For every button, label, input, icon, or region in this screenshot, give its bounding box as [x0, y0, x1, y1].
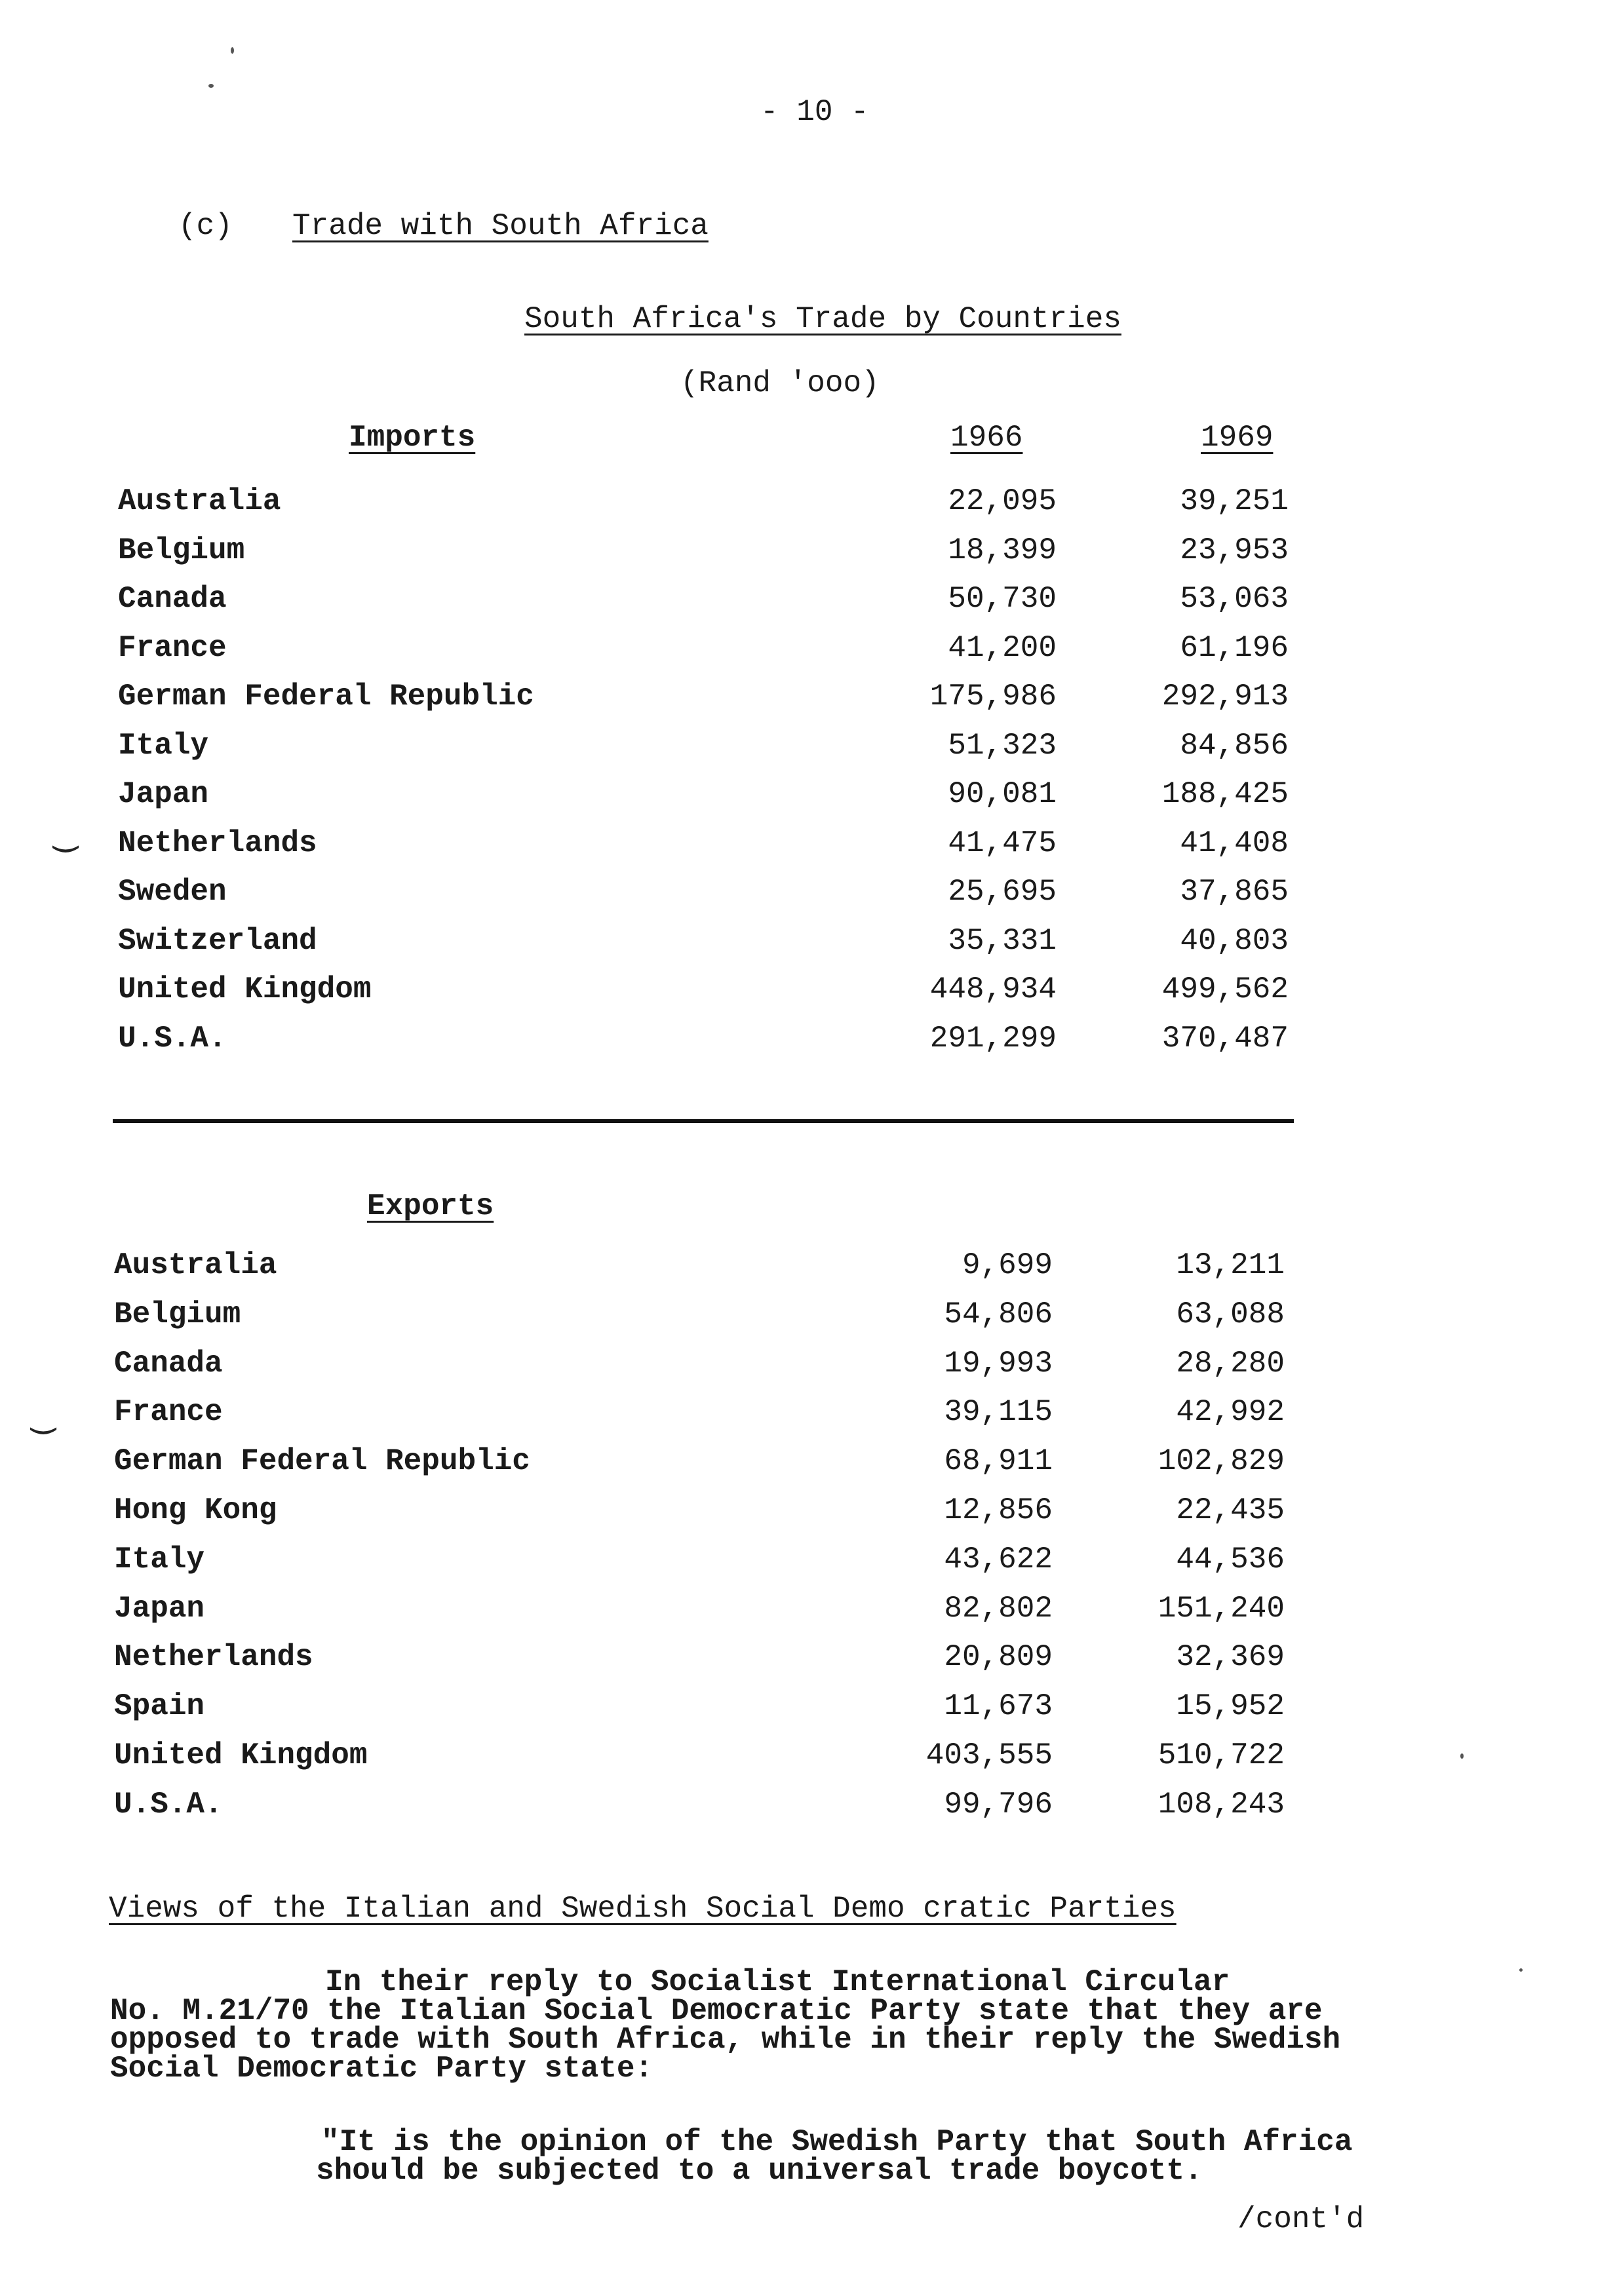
country-name: German Federal Republic — [114, 1444, 530, 1479]
value-1966: 291,299 — [929, 1021, 1057, 1056]
value-1966: 11,673 — [944, 1689, 1053, 1724]
value-1969: 84,856 — [1180, 728, 1289, 763]
scan-speck — [1519, 1968, 1523, 1972]
year-1966-header: 1966 — [950, 421, 1023, 455]
views-heading: Views of the Italian and Swedish Social Demo cratic Parties — [109, 1892, 1177, 1926]
imports-label: Imports — [349, 421, 476, 455]
margin-tick-mark: ‿ — [31, 1393, 56, 1438]
section-heading: Trade with South Africa — [292, 209, 709, 243]
country-name: Italy — [118, 728, 209, 763]
value-1966: 54,806 — [944, 1297, 1053, 1331]
country-name: United Kingdom — [114, 1738, 368, 1772]
country-name: Australia — [118, 484, 281, 518]
value-1969: 40,803 — [1180, 923, 1289, 958]
value-1969: 44,536 — [1176, 1542, 1285, 1577]
value-1969: 28,280 — [1176, 1346, 1285, 1381]
value-1966: 18,399 — [948, 533, 1057, 567]
country-name: Japan — [114, 1591, 205, 1626]
value-1969: 499,562 — [1161, 972, 1289, 1006]
table-unit: (Rand 'ooo) — [680, 366, 880, 400]
exports-label: Exports — [367, 1189, 494, 1223]
value-1969: 53,063 — [1180, 582, 1289, 616]
quote-line: "It is the opinion of the Swedish Party that South Africa — [321, 2125, 1353, 2159]
scan-speck — [231, 47, 234, 54]
country-name: Canada — [118, 582, 227, 616]
value-1966: 448,934 — [929, 972, 1057, 1006]
country-name: Belgium — [118, 533, 245, 567]
value-1966: 22,095 — [948, 484, 1057, 518]
country-name: Netherlands — [118, 826, 317, 860]
value-1966: 82,802 — [944, 1591, 1053, 1626]
country-name: Switzerland — [118, 923, 317, 958]
country-name: Netherlands — [114, 1640, 313, 1675]
section-marker: (c) — [178, 209, 233, 243]
country-name: Canada — [114, 1346, 223, 1381]
page-number: - 10 - — [760, 95, 869, 129]
value-1966: 35,331 — [948, 923, 1057, 958]
value-1966: 99,796 — [944, 1787, 1053, 1822]
scan-speck — [208, 84, 214, 88]
value-1969: 15,952 — [1176, 1689, 1285, 1724]
value-1966: 51,323 — [948, 728, 1057, 763]
table-divider — [113, 1119, 1294, 1123]
country-name: Australia — [114, 1248, 277, 1282]
value-1969: 32,369 — [1176, 1640, 1285, 1675]
value-1969: 41,408 — [1180, 826, 1289, 860]
value-1969: 102,829 — [1158, 1444, 1285, 1479]
table-title: South Africa's Trade by Countries — [524, 302, 1121, 336]
value-1969: 370,487 — [1161, 1021, 1289, 1056]
value-1966: 20,809 — [944, 1640, 1053, 1675]
value-1969: 63,088 — [1176, 1297, 1285, 1331]
value-1966: 25,695 — [948, 875, 1057, 909]
value-1969: 108,243 — [1158, 1787, 1285, 1822]
margin-tick-mark: ‿ — [54, 811, 78, 856]
value-1966: 68,911 — [944, 1444, 1053, 1479]
value-1969: 39,251 — [1180, 484, 1289, 518]
value-1969: 61,196 — [1180, 630, 1289, 665]
views-paragraph-line: Social Democratic Party state: — [110, 2052, 653, 2086]
value-1966: 175,986 — [929, 679, 1057, 714]
quote-line: should be subjected to a universal trade boycott. — [316, 2154, 1203, 2188]
value-1966: 41,475 — [948, 826, 1057, 860]
value-1966: 43,622 — [944, 1542, 1053, 1577]
year-1969-header: 1969 — [1201, 421, 1274, 455]
value-1966: 90,081 — [948, 777, 1057, 811]
value-1969: 42,992 — [1176, 1395, 1285, 1430]
country-name: Spain — [114, 1689, 205, 1724]
country-name: Hong Kong — [114, 1493, 277, 1527]
country-name: German Federal Republic — [118, 679, 534, 714]
value-1969: 510,722 — [1158, 1738, 1285, 1772]
value-1969: 188,425 — [1161, 777, 1289, 811]
value-1966: 41,200 — [948, 630, 1057, 665]
country-name: Sweden — [118, 875, 227, 909]
country-name: United Kingdom — [118, 972, 372, 1006]
country-name: France — [118, 630, 227, 665]
views-paragraph-line: In their reply to Socialist International Circular — [325, 1965, 1230, 1999]
country-name: France — [114, 1395, 223, 1430]
continued-marker: /cont'd — [1237, 2202, 1365, 2236]
country-name: U.S.A. — [114, 1787, 223, 1822]
value-1969: 23,953 — [1180, 533, 1289, 567]
scan-speck — [1460, 1753, 1464, 1759]
value-1966: 403,555 — [925, 1738, 1053, 1772]
value-1969: 37,865 — [1180, 875, 1289, 909]
country-name: Japan — [118, 777, 209, 811]
value-1969: 151,240 — [1158, 1591, 1285, 1626]
country-name: Belgium — [114, 1297, 241, 1331]
value-1969: 292,913 — [1161, 679, 1289, 714]
value-1966: 39,115 — [944, 1395, 1053, 1430]
value-1966: 9,699 — [962, 1248, 1053, 1282]
value-1969: 13,211 — [1176, 1248, 1285, 1282]
value-1969: 22,435 — [1176, 1493, 1285, 1527]
value-1966: 19,993 — [944, 1346, 1053, 1381]
country-name: Italy — [114, 1542, 205, 1577]
views-paragraph-line: No. M.21/70 the Italian Social Democratic Party state that they are — [110, 1994, 1323, 2028]
country-name: U.S.A. — [118, 1021, 227, 1056]
views-paragraph-line: opposed to trade with South Africa, while in their reply the Swedish — [110, 2023, 1341, 2057]
value-1966: 12,856 — [944, 1493, 1053, 1527]
value-1966: 50,730 — [948, 582, 1057, 616]
